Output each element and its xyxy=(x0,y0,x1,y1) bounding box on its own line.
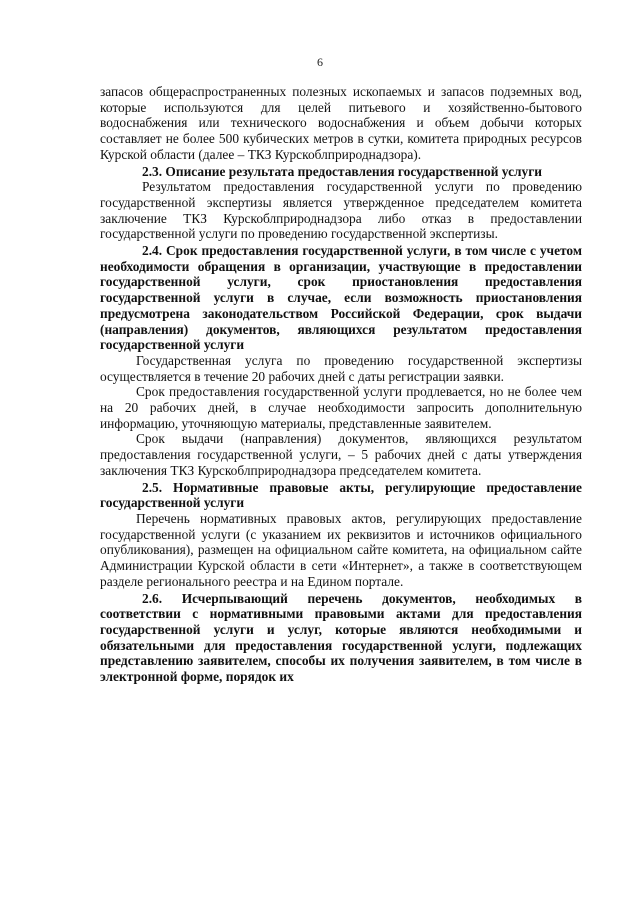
page-number: 6 xyxy=(317,55,323,69)
section-heading-2-4: 2.4. Срок предоставления государственной услуги, в том числе с учетом необходимости обращения в организации, участвующие в предоставлении государственной услуги, срок приостановления предоставления государственной услуги в случае, если возможность приостановления предусмотрена законодательством Российской Федерации, срок выдачи (направления) документов, являющихся результатом предоставления государственной услуги xyxy=(100,243,582,353)
paragraph-continuation: запасов общераспространенных полезных ископаемых и запасов подземных вод, которые используются для целей питьевого и хозяйственно-бытового водоснабжения или технического водоснабжения и объем добычи которых составляет не более 500 кубических метров в сутки, комитета природных ресурсов Курской области (далее – ТКЗ Курскоблприроднадзора). xyxy=(100,84,582,162)
section-heading-2-6: 2.6. Исчерпывающий перечень документов, необходимых в соответствии с нормативными правовыми актами для предоставления государственной услуги и услуг, которые являются необходимыми и обязательными для предоставления государственной услуги, подлежащих представлению заявителем, способы их получения заявителем, в том числе в электронной форме, порядок их xyxy=(100,590,582,685)
section-heading-2-5: 2.5. Нормативные правовые акты, регулирующие предоставление государственной услуги xyxy=(100,479,582,511)
section-heading-2-3: 2.3. Описание результата предоставления государственной услуги xyxy=(142,163,543,179)
paragraph-issue-term: Срок выдачи (направления) документов, являющихся результатом предоставления государственной услуги, – 5 рабочих дней с даты утверждения заключения ТКЗ Курскоблприроднадзора председателем комитета. xyxy=(100,431,582,478)
paragraph-term: Государственная услуга по проведению государственной экспертизы осуществляется в течение 20 рабочих дней с даты регистрации заявки. xyxy=(100,352,582,384)
paragraph-extension: Срок предоставления государственной услуги продлевается, но не более чем на 20 рабочих дней, в случае необходимости запросить дополнительную информацию, уточняющую материалы, представленные заявителем. xyxy=(100,384,582,431)
document-body xyxy=(100,84,582,685)
paragraph-normative-acts: Перечень нормативных правовых актов, регулирующих предоставление государственной услуги (с указанием их реквизитов и источников официального опубликования), размещен на официальном сайте комитета, на официальном сайте Администрации Курской области в сети «Интернет», а также в соответствующем разделе регионального реестра и на Едином портале. xyxy=(100,510,582,589)
paragraph-result: Результатом предоставления государственной услуги по проведению государственной экспертизы является утвержденное председателем комитета заключение ТКЗ Курскоблприроднадзора либо отказ в предоставлении государственной услуги по проведению государственной экспертизы. xyxy=(100,179,582,242)
